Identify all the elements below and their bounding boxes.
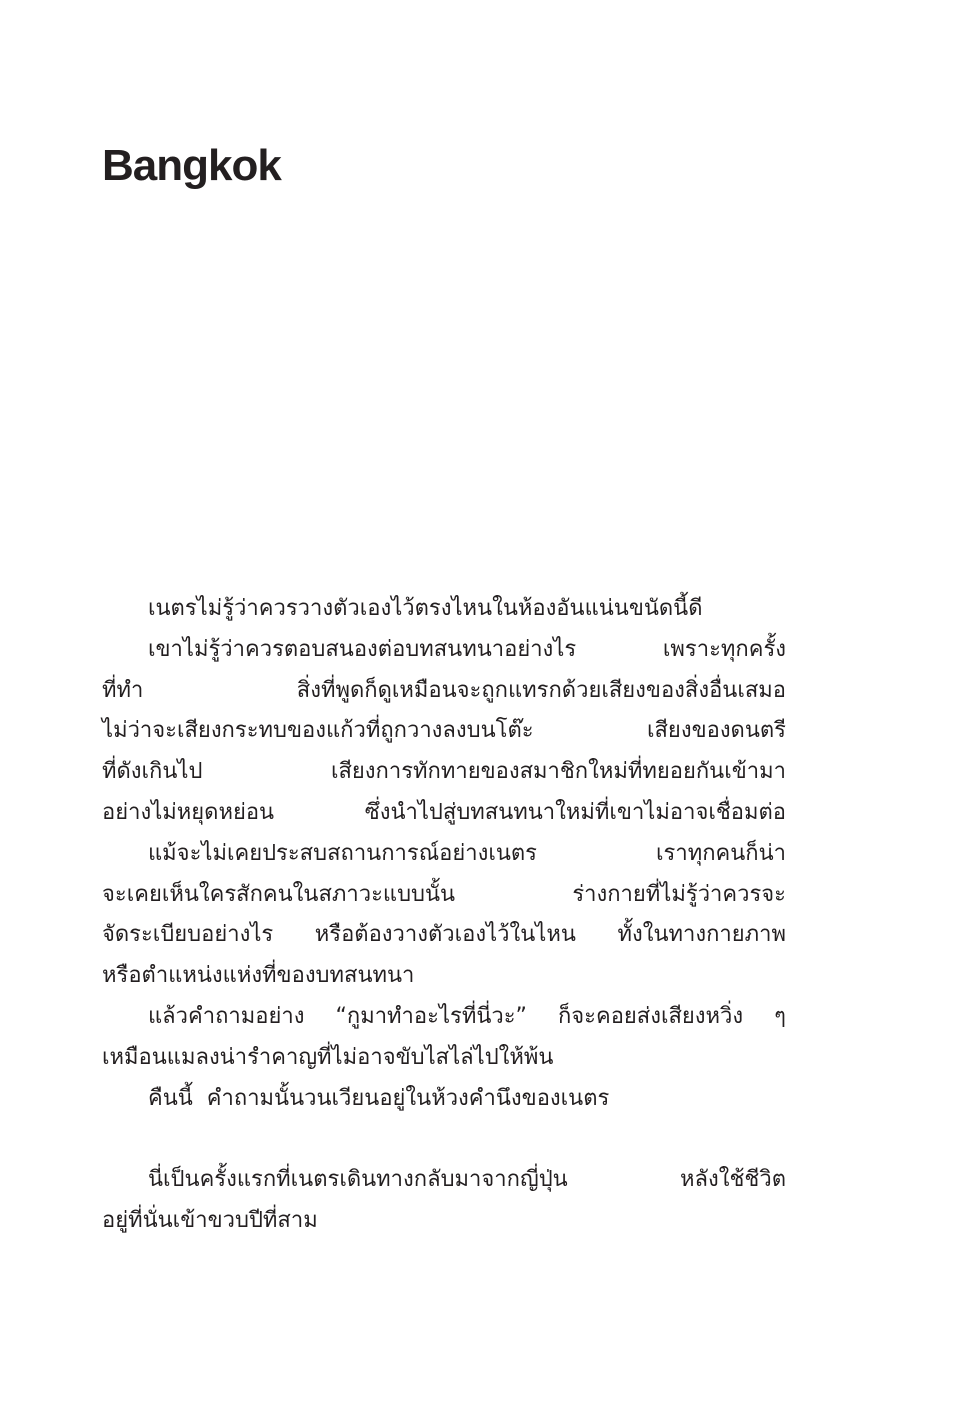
text-segment: จะเคยเห็นใครสักคนในสภาวะแบบนั้น bbox=[102, 881, 456, 907]
text-line bbox=[102, 793, 786, 834]
text-line bbox=[102, 630, 786, 671]
text-segment: อย่างไม่หยุดหย่อน bbox=[102, 799, 275, 825]
text-line bbox=[102, 752, 786, 793]
text-line bbox=[102, 671, 786, 712]
text-line bbox=[102, 875, 786, 916]
text-segment: สิ่งที่พูดก็ดูเหมือนจะถูกแทรกด้วยเสียงของสิ่งอื่นเสมอ bbox=[296, 677, 786, 703]
text-line bbox=[102, 915, 786, 956]
text-segment: ก็จะคอยส่งเสียงหวิ่ง bbox=[557, 1003, 744, 1029]
text-segment: ซึ่งนำไปสู่บทสนทนาใหม่ที่เขาไม่อาจเชื่อมต่อ bbox=[364, 799, 786, 825]
text-segment: หรือต้องวางตัวเองไว้ในไหน bbox=[314, 922, 576, 948]
text-segment: คำถามนั้นวนเวียนอยู่ในห้วงคำนึงของเนตร bbox=[206, 1085, 610, 1111]
text-line bbox=[102, 589, 786, 630]
text-segment: ที่ดังเกินไป bbox=[102, 759, 203, 785]
text-line bbox=[102, 1160, 786, 1201]
text-segment: แล้วคำถามอย่าง bbox=[148, 1003, 305, 1029]
text-segment: เขาไม่รู้ว่าควรตอบสนองต่อบทสนทนาอย่างไร bbox=[148, 636, 577, 662]
text-line bbox=[102, 711, 786, 752]
text-segment: แม้จะไม่เคยประสบสถานการณ์อย่างเนตร bbox=[148, 840, 537, 866]
text-segment: ทั้งในทางกายภาพ bbox=[617, 922, 786, 948]
text-segment: ร่างกายที่ไม่รู้ว่าควรจะ bbox=[572, 881, 786, 907]
text-line bbox=[102, 1201, 786, 1242]
chapter-title: Bangkok bbox=[102, 141, 281, 190]
body-text bbox=[102, 589, 786, 1242]
text-segment: คืนนี้ bbox=[148, 1085, 193, 1111]
text-line bbox=[102, 1038, 786, 1079]
quoted-text: “กูมาทำอะไรที่นี่วะ” bbox=[335, 1003, 527, 1029]
text-segment: นี่เป็นครั้งแรกที่เนตรเดินทางกลับมาจากญี่ปุ่น bbox=[148, 1167, 568, 1193]
text-segment: เนตรไม่รู้ว่าควรวางตัวเองไว้ตรงไหนในห้องอันแน่นขนัดนี้ดี bbox=[148, 596, 703, 621]
text-segment: ที่ทำ bbox=[102, 677, 144, 703]
text-segment: ๆ bbox=[774, 1003, 786, 1029]
text-segment: หลังใช้ชีวิต bbox=[680, 1167, 786, 1193]
text-segment: หรือตำแหน่งแห่งที่ของบทสนทนา bbox=[102, 963, 415, 989]
text-line bbox=[102, 834, 786, 875]
section-break bbox=[102, 1119, 786, 1160]
text-line bbox=[102, 997, 786, 1038]
text-segment: เหมือนแมลงน่ารำคาญที่ไม่อาจขับไสไล่ไปให้พ้น bbox=[102, 1044, 554, 1070]
text-segment: เพราะทุกครั้ง bbox=[662, 636, 786, 662]
text-segment: เราทุกคนก็น่า bbox=[656, 840, 786, 866]
text-segment: อยู่ที่นั่นเข้าขวบปีที่สาม bbox=[102, 1207, 318, 1233]
text-line bbox=[102, 956, 786, 997]
text-segment: ไม่ว่าจะเสียงกระทบของแก้วที่ถูกวางลงบนโต๊ะ bbox=[102, 718, 534, 744]
text-segment: จัดระเบียบอย่างไร bbox=[102, 922, 274, 948]
text-segment: เสียงการทักทายของสมาชิกใหม่ที่ทยอยกันเข้ามา bbox=[330, 759, 786, 785]
text-segment: เสียงของดนตรี bbox=[646, 718, 786, 744]
text-line bbox=[102, 1079, 786, 1120]
